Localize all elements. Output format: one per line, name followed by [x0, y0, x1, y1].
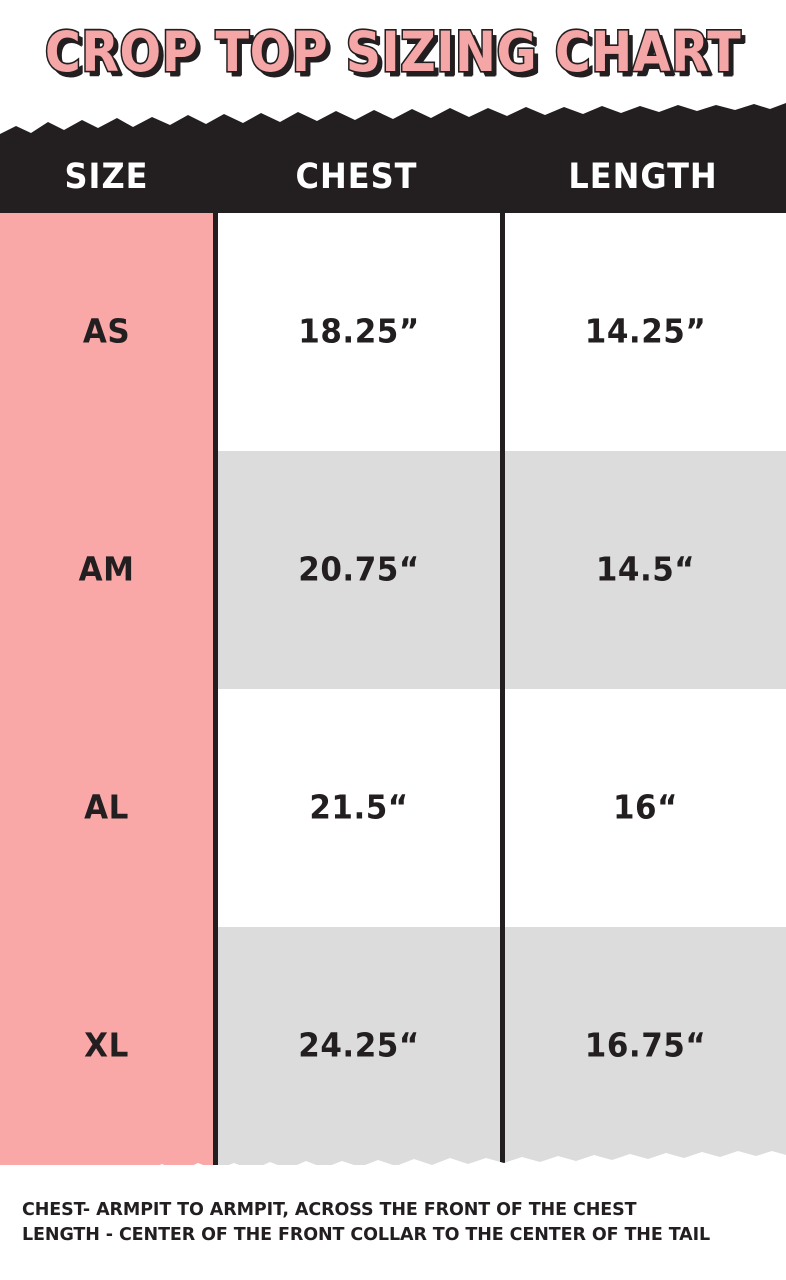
title-area [0, 0, 786, 104]
sizing-table-body [0, 213, 786, 1166]
table-row [0, 451, 786, 689]
table-row [0, 213, 786, 451]
cell-chest [213, 213, 500, 451]
cell-chest [213, 689, 500, 927]
footer-notes [0, 1198, 786, 1248]
size-value: XL [84, 1027, 129, 1065]
chest-value: 24.25“ [298, 1027, 420, 1065]
cell-length [500, 451, 786, 689]
column-header-length: LENGTH [568, 154, 718, 197]
size-value: AL [84, 789, 129, 827]
footer-note-length: LENGTH - CENTER OF THE FRONT COLLAR TO THE CENTER OF THE TAIL [22, 1225, 711, 1245]
column-header-size: SIZE [64, 154, 149, 197]
size-value: AS [82, 313, 131, 351]
length-value: 16“ [612, 789, 678, 827]
table-row [0, 689, 786, 927]
chest-value: 18.25” [298, 313, 420, 351]
length-value: 14.5“ [595, 551, 696, 589]
page-title: CROP TOP SIZING CHART [44, 20, 742, 84]
chest-value: 20.75“ [298, 551, 420, 589]
cell-chest [213, 451, 500, 689]
cell-length [500, 689, 786, 927]
cell-size [0, 451, 213, 689]
size-value: AM [78, 551, 135, 589]
chest-value: 21.5“ [309, 789, 409, 827]
cell-size [0, 213, 213, 451]
column-header-chest: CHEST [295, 154, 418, 197]
cell-size [0, 689, 213, 927]
length-value: 14.25” [584, 313, 707, 351]
footer-note-chest: CHEST- ARMPIT TO ARMPIT, ACROSS THE FRONT OF THE CHEST [22, 1200, 637, 1220]
cell-length [500, 213, 786, 451]
length-value: 16.75“ [584, 1027, 707, 1065]
table-header-row [0, 138, 786, 213]
